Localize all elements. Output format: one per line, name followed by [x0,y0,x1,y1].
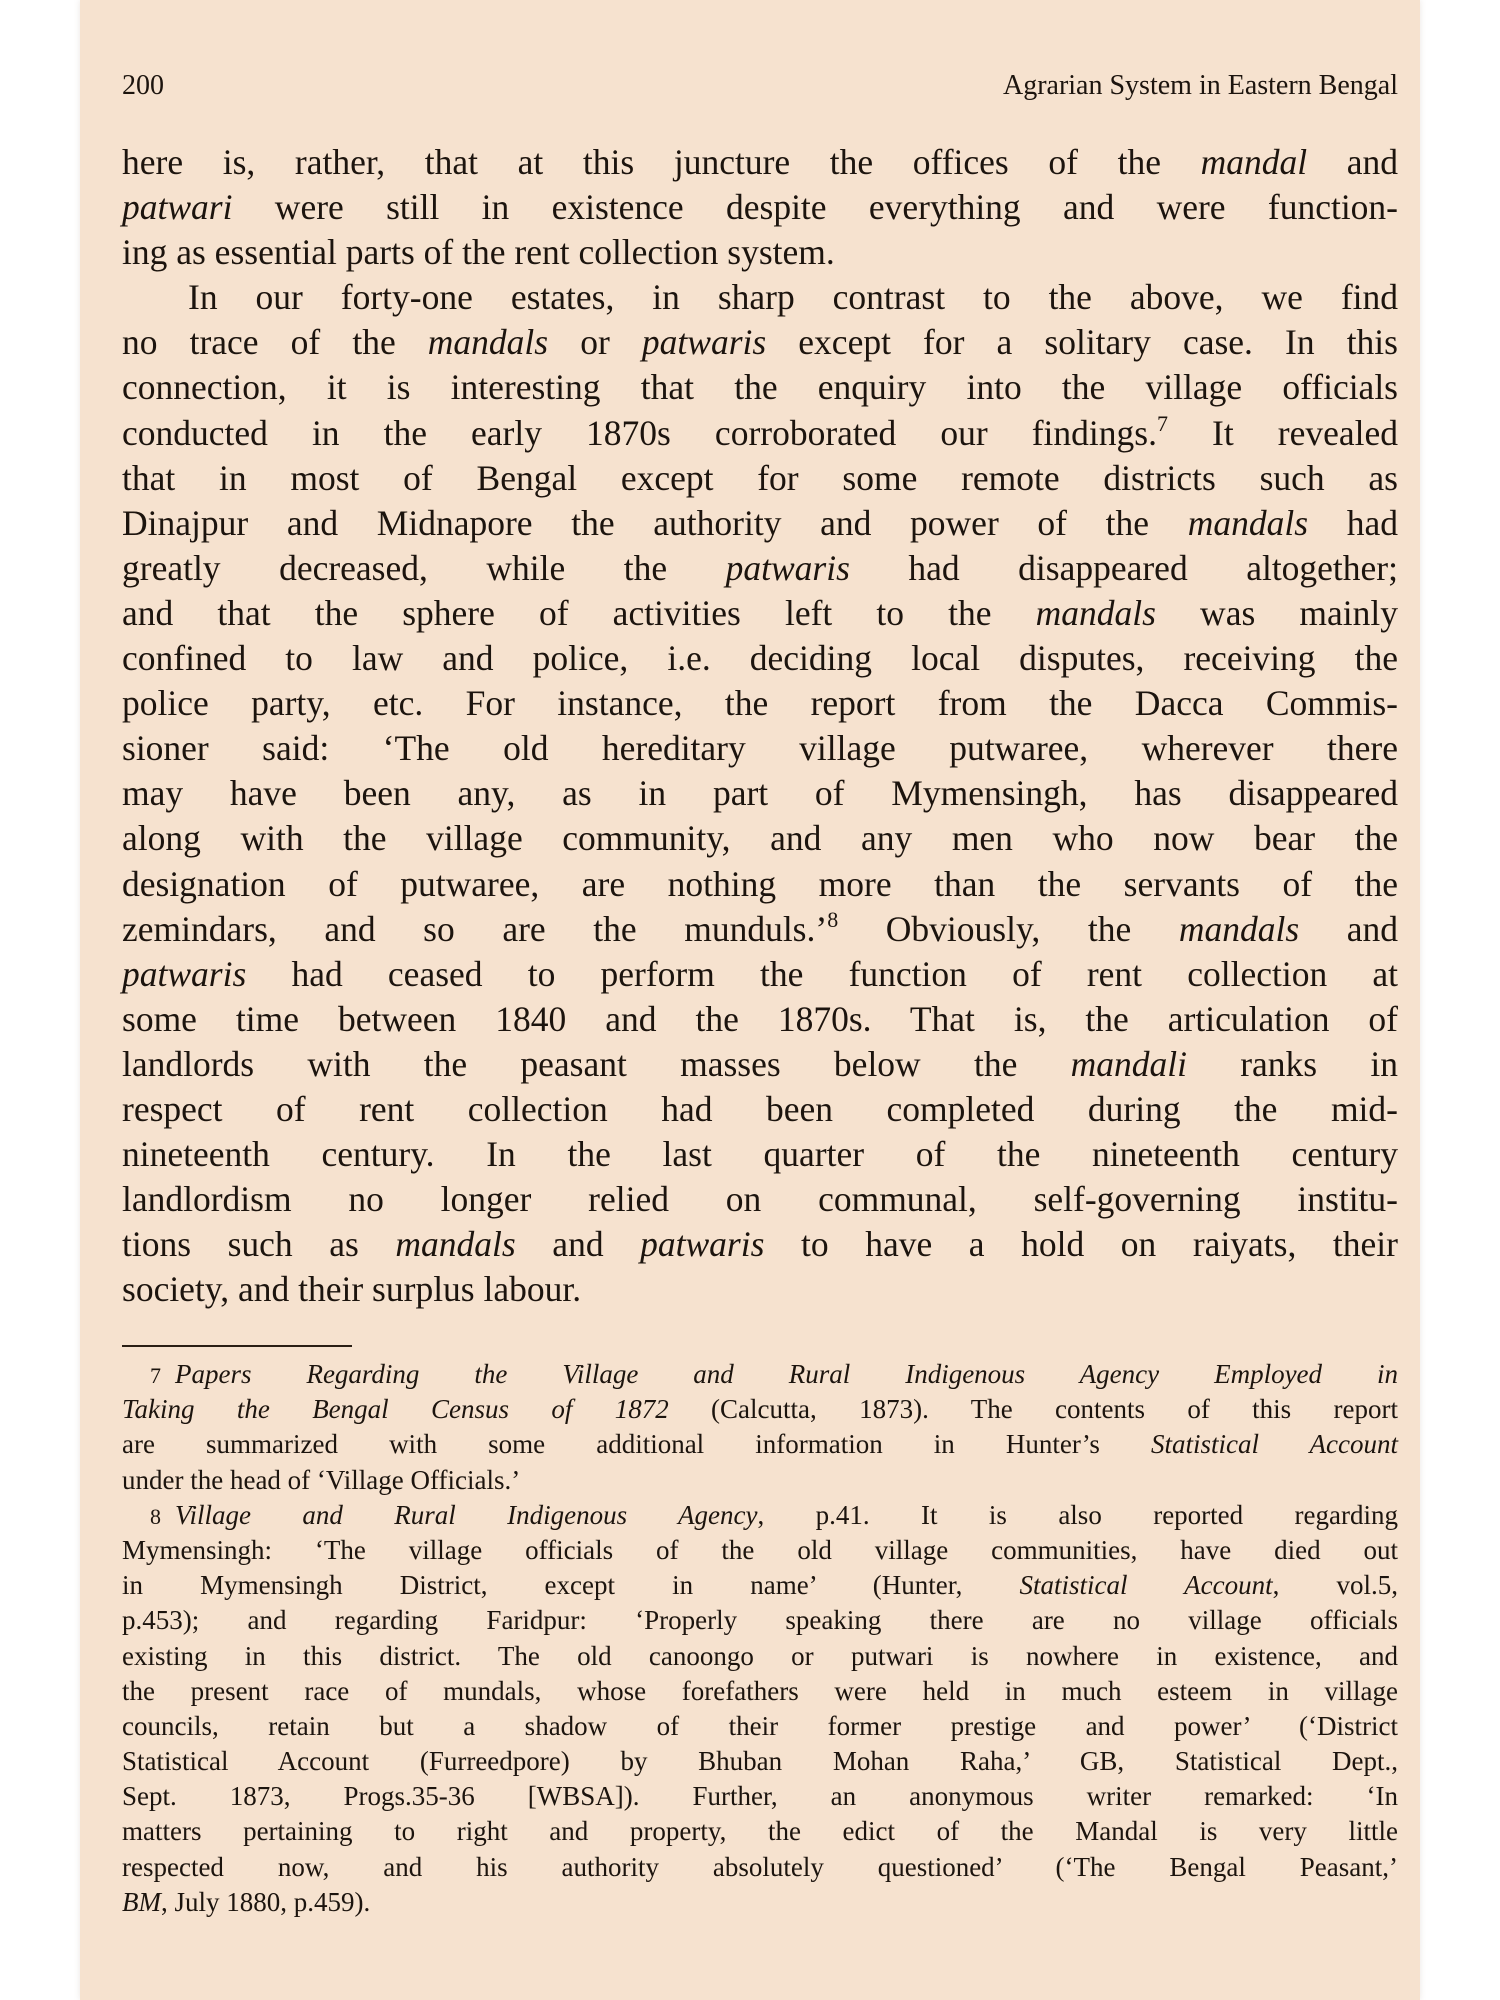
text-run: were still in existence despite everything and were function- [232,187,1398,228]
text-run: landlordism no longer relied on communal, self-governing institu- [122,1179,1398,1220]
text-run: , July 1880, p.459). [160,1886,371,1917]
footnote-line [122,1463,1398,1498]
text-run: It revealed [1167,412,1398,453]
text-run: conducted in the early 1870s corroborated our findings. [122,412,1157,453]
text-run: and [515,1224,641,1265]
text-run: Statistical Account (Furreedpore) by Bhuban Mohan Raha,’ GB, Statistical Dept., [122,1746,1398,1777]
footnotes [122,1345,1398,1920]
text-run: except for a solitary case. In this [766,322,1398,363]
text-line [122,636,1398,681]
text-line [122,320,1398,365]
text-run: some time between 1840 and the 1870s. That is, the articulation of [122,998,1398,1039]
italic-term: mandals [1178,908,1300,949]
text-run: the present race of mundals, whose forefathers were held in much esteem in village [122,1675,1398,1706]
text-run: designation of putwaree, are nothing more than the servants of the [122,863,1398,904]
footnote-rule [122,1345,352,1347]
running-title: Agrarian System in Eastern Bengal [1002,70,1398,101]
text-run: ranks in [1186,1043,1398,1084]
text-run: had ceased to perform the function of rent collection at [246,953,1398,994]
text-line [122,681,1398,726]
text-run: p.453); and regarding Faridpur: ‘Properly speaking there are no village officials [122,1605,1398,1636]
text-line [122,1042,1398,1087]
text-run: that in most of Bengal except for some remote districts such as [122,457,1398,498]
italic-term: mandals [1035,592,1156,633]
italic-title: Statistical Account [1150,1429,1399,1460]
text-run: Obviously, the [838,908,1179,949]
text-run: ing as essential parts of the rent collection system. [122,232,835,273]
text-run: Mymensingh: ‘The village officials of the old village communities, have died out [122,1534,1398,1565]
italic-term: mandals [395,1224,516,1265]
text-run: tions such as [122,1224,396,1265]
italic-title: Statistical Account [1019,1570,1273,1601]
body-text [122,140,1398,1312]
running-head [122,66,1398,106]
italic-term: patwari [122,187,233,228]
text-run: respected now, and his authority absolutely questioned’ (‘The Bengal Peasant,’ [122,1851,1398,1882]
footnote-line [122,1674,1398,1709]
text-run: greatly decreased, while the [122,547,726,588]
text-line [122,726,1398,771]
text-run: and that the sphere of activities left to the [122,592,1036,633]
text-line [122,862,1398,907]
italic-title: Taking the Bengal Census of 1872 [122,1394,669,1425]
text-line [122,456,1398,501]
italic-term: mandals [1187,502,1309,543]
text-line [122,952,1398,997]
italic-title: Papers Regarding the Village and Rural Indigenous Agency Employed in [175,1359,1398,1389]
page-number: 200 [122,70,164,101]
italic-term: mandali [1070,1043,1187,1084]
footnote-number: 8 [150,1503,161,1529]
footnote-line [122,1603,1398,1638]
text-run: police party, etc. For instance, the report from the Dacca Commis- [122,683,1398,724]
footnote-ref-8: 8 [827,906,839,932]
italic-title: Village and Rural Indigenous Agency [175,1499,758,1530]
footnote-line [122,1639,1398,1674]
text-line [122,591,1398,636]
text-line [122,1132,1398,1177]
text-line [122,907,1398,952]
book-page [80,0,1420,2000]
text-line [122,185,1398,230]
footnote-ref-7: 7 [1156,410,1168,436]
footnote-line [122,1533,1398,1568]
italic-term: patwaris [122,953,247,994]
text-run: sioner said: ‘The old hereditary village putwaree, wherever there [122,728,1398,769]
text-run: here is, rather, that at this juncture the offices of the [122,142,1201,182]
text-line [122,771,1398,816]
text-run: Dinajpur and Midnapore the authority and power of the [122,502,1188,543]
footnote-line [122,1427,1398,1462]
text-line [122,230,1398,275]
text-line [122,997,1398,1042]
footnote-number: 7 [150,1363,161,1388]
text-line [122,411,1398,456]
text-line [122,140,1398,185]
text-run: had disappeared altogether; [849,547,1398,588]
italic-term: patwaris [725,547,850,588]
italic-term: patwaris [641,322,767,363]
text-run: landlords with the peasant masses below the [122,1043,1071,1084]
text-run: Sept. 1873, Progs.35-36 [WBSA]). Further, an anonymous writer remarked: ‘In [122,1781,1398,1812]
text-line [122,501,1398,546]
text-run: zemindars, and so are the munduls.’ [122,908,828,949]
text-line [122,1222,1398,1267]
text-run: was mainly [1155,592,1398,633]
footnote-line [122,1850,1398,1885]
text-line [122,365,1398,410]
text-run: , vol.5, [1272,1570,1398,1601]
text-run: existing in this district. The old canoongo or putwari is nowhere in existence, and [122,1640,1398,1671]
footnote-line [122,1392,1398,1427]
footnote-line [122,1568,1398,1603]
footnote-line [122,1885,1398,1920]
italic-title: BM [122,1886,161,1917]
text-run: matters pertaining to right and property, the edict of the Mandal is very little [122,1816,1398,1847]
footnote-8 [122,1498,1398,1533]
text-run: (Calcutta, 1873). The contents of this report [668,1394,1398,1425]
text-line [122,1177,1398,1222]
text-run: , p.41. It is also reported regarding [757,1499,1399,1530]
text-run: In our forty-one estates, in sharp contrast to the above, we find [188,277,1398,318]
text-run: had [1308,502,1398,543]
text-run: to have a hold on raiyats, their [764,1224,1398,1265]
paragraph-first-line [122,275,1398,320]
text-line [122,546,1398,591]
text-run: in Mymensingh District, except in name’ (Hunter, [122,1570,1020,1601]
text-run: confined to law and police, i.e. deciding local disputes, receiving the [122,638,1398,679]
footnote-line [122,1814,1398,1849]
text-line [122,1267,1398,1312]
footnote-line [122,1709,1398,1744]
italic-term: mandal [1200,142,1308,182]
text-run: connection, it is interesting that the enquiry into the village officials [122,367,1398,408]
text-run: society, and their surplus labour. [122,1269,582,1310]
text-run: may have been any, as in part of Mymensingh, has disappeared [122,773,1398,814]
text-run: along with the village community, and any men who now bear the [122,818,1398,859]
text-run: are summarized with some additional information in Hunter’s [122,1429,1151,1460]
text-run: respect of rent collection had been completed during the mid- [122,1088,1398,1129]
text-run: nineteenth century. In the last quarter of the nineteenth century [122,1134,1398,1175]
text-run: and [1299,908,1398,949]
text-line [122,1087,1398,1132]
footnote-line [122,1779,1398,1814]
footnote-7 [122,1357,1398,1392]
footnote-line [122,1744,1398,1779]
text-run: no trace of the [122,322,428,363]
text-run: and [1307,142,1398,182]
text-run: or [548,322,642,363]
text-run: councils, retain but a shadow of their former prestige and power’ (‘District [122,1710,1398,1741]
italic-term: mandals [427,322,549,363]
text-run: under the head of ‘Village Officials.’ [122,1464,521,1495]
italic-term: patwaris [640,1224,765,1265]
text-line [122,816,1398,861]
